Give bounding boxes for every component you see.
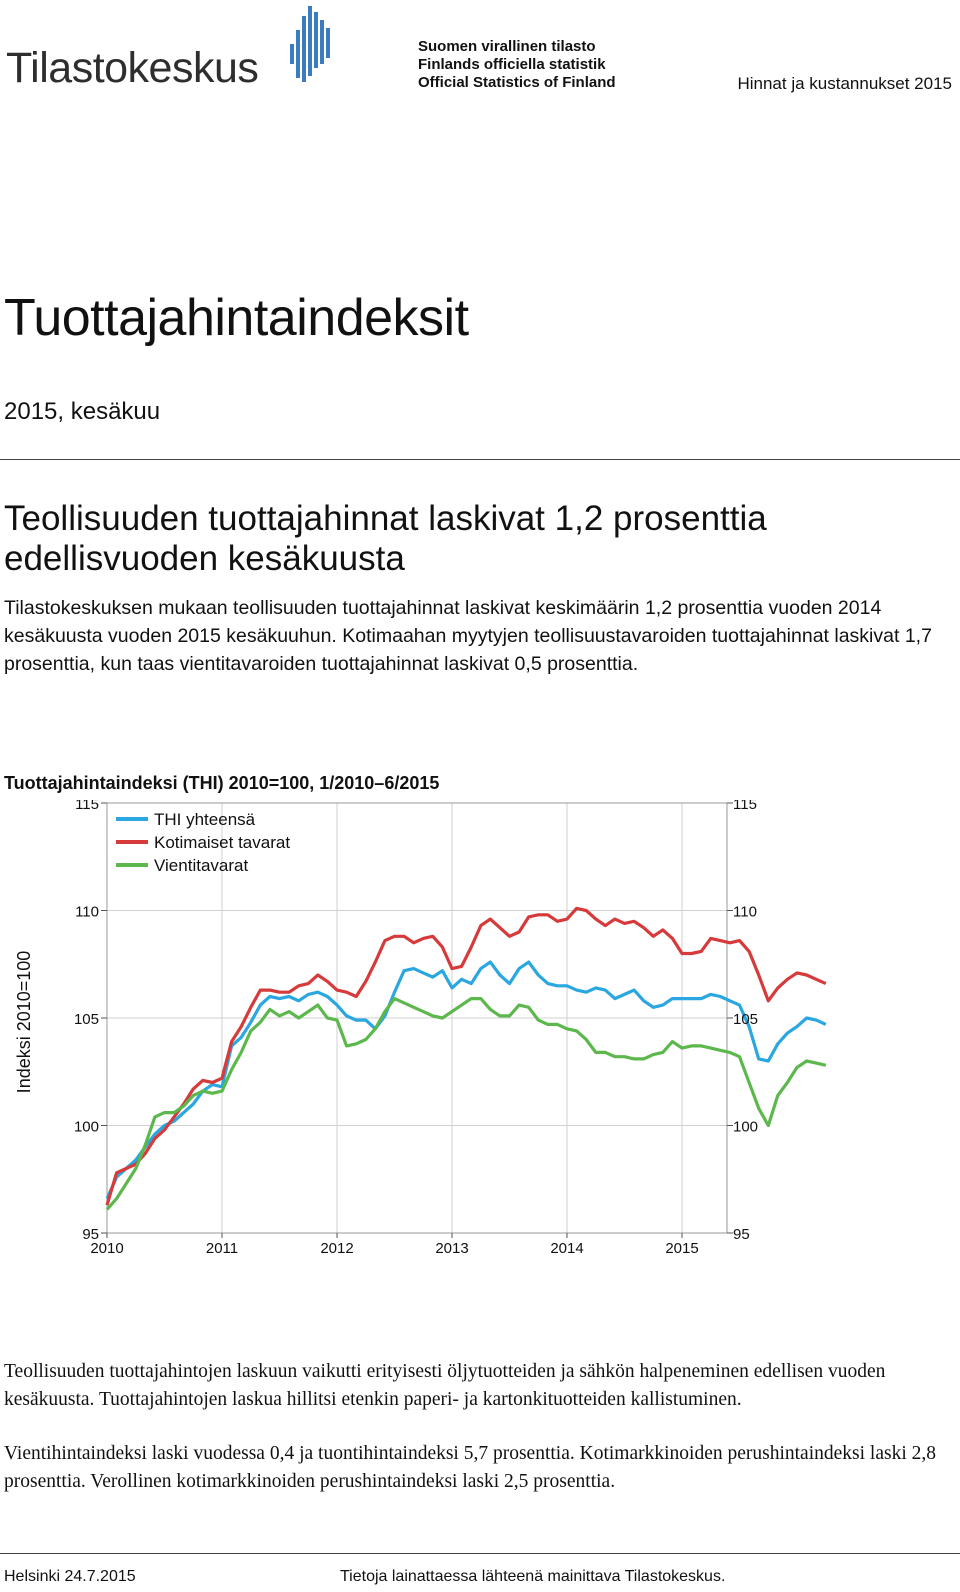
y-tick-label-right: 110 — [733, 903, 757, 921]
y-tick-label: 100 — [73, 1118, 99, 1136]
series-line-3 — [107, 999, 826, 1210]
lead-paragraph: Tilastokeskuksen mukaan teollisuuden tuottajahinnat laskivat keskimäärin 1,2 prosenttia vuoden 2014 kesäkuusta vuoden 2015 kesäkuuhun. Kotimaahan myytyjen teollisuustavaroiden tuottajahinnat laskivat 1,7 prosenttia, kun taas vientitavaroiden tuottajahinnat laskivat 0,5 prosenttia. — [4, 597, 932, 675]
legend-label: THI yhteensä — [154, 810, 256, 829]
x-tick-label: 2011 — [205, 1240, 239, 1257]
official-line-en: Official Statistics of Finland — [418, 74, 616, 91]
chart-title: Tuottajahintaindeksi (THI) 2010=100, 1/2010–6/2015 — [4, 773, 440, 793]
legend-label: Vientitavarat — [154, 856, 249, 875]
page-title: Tuottajahintaindeksit — [4, 289, 469, 347]
y-tick-label: 115 — [75, 800, 99, 813]
divider — [0, 459, 960, 460]
body-paragraph-1: Teollisuuden tuottajahintojen laskuun vaikutti erityisesti öljytuotteiden ja sähkön halpeneminen edellisen vuoden kesäkuusta. Tuottajahintojen laskua hillitsi etenkin paperi- ja kartonkituotteiden kallistuminen. — [4, 1361, 886, 1410]
x-tick-label: 2012 — [320, 1240, 354, 1257]
footer-citation: Tietoja lainattaessa lähteenä mainittava Tilastokeskus. — [340, 1568, 726, 1585]
logo-bars-icon — [290, 4, 340, 86]
publication-name: Hinnat ja kustannukset 2015 — [737, 74, 952, 93]
footer-date: Helsinki 24.7.2015 — [4, 1568, 136, 1585]
logo-wordmark: Tilastokeskus — [6, 44, 259, 92]
period-label: 2015, kesäkuu — [4, 398, 161, 425]
y-tick-label-right: 105 — [733, 1011, 759, 1028]
y-tick-label-right: 115 — [733, 800, 757, 813]
official-line-fi: Suomen virallinen tilasto — [418, 38, 596, 55]
body-paragraph-2: Vientihintaindeksi laski vuodessa 0,4 ja tuontihintaindeksi 5,7 prosenttia. Kotimarkkinoiden perushintaindeksi laski 2,8 prosenttia. Verollinen kotimarkkinoiden perushintaindeksi laski 2,5 prosenttia. — [4, 1443, 936, 1492]
y-tick-label: 105 — [73, 1011, 99, 1028]
y-tick-label-right: 100 — [733, 1118, 759, 1136]
y-tick-label-right: 95 — [733, 1226, 750, 1243]
footer-divider — [0, 1553, 960, 1554]
series-line-2 — [107, 908, 826, 1205]
line-chart — [0, 800, 960, 1270]
x-tick-label: 2010 — [90, 1240, 124, 1257]
x-tick-label: 2014 — [550, 1240, 584, 1257]
legend-label: Kotimaiset tavarat — [154, 833, 291, 852]
x-tick-label: 2013 — [435, 1240, 469, 1257]
y-tick-label: 95 — [82, 1226, 99, 1243]
y-tick-label: 110 — [75, 903, 99, 921]
headline: Teollisuuden tuottajahinnat laskivat 1,2 prosenttia edellisvuoden kesäkuusta — [4, 499, 767, 578]
y-axis-label: Indeksi 2010=100 — [14, 950, 34, 1094]
x-tick-label: 2015 — [665, 1240, 699, 1257]
official-line-sv: Finlands officiella statistik — [418, 56, 606, 73]
